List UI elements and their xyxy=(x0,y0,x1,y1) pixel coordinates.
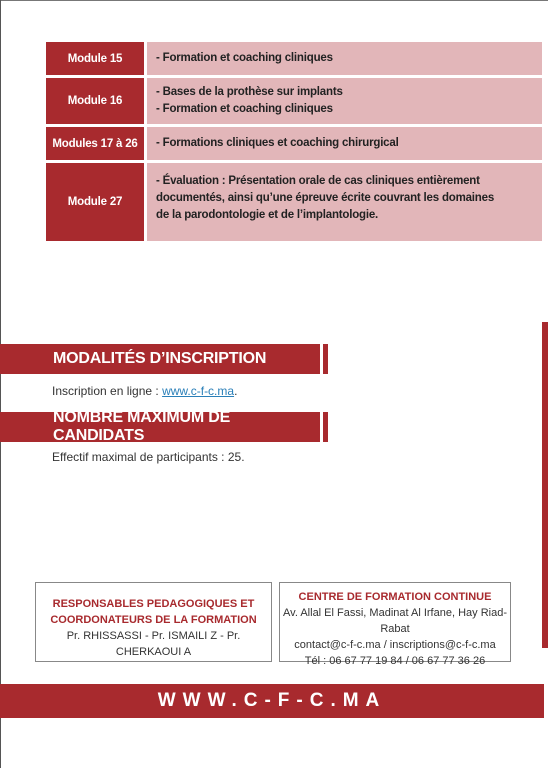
module-line: - Évaluation : Présentation orale de cas cliniques entièrement xyxy=(156,175,480,187)
responsables-names: Pr. RHISSASSI - Pr. ISMAILI Z - Pr. CHERKAOUI A xyxy=(66,630,241,658)
page-top-border xyxy=(0,0,548,1)
footer-banner xyxy=(0,684,544,718)
inscription-header-cap xyxy=(323,344,328,374)
module-line: documentés, ainsi qu’une épreuve écrite couvrant les domaines xyxy=(156,192,495,204)
website-link[interactable]: www.c-f-c.ma xyxy=(162,384,235,398)
module-label: Module 16 xyxy=(46,78,144,124)
centre-phones: Tél : 06 67 77 19 84 / 06 67 77 36 26 xyxy=(304,655,486,667)
module-line: - Bases de la prothèse sur implants xyxy=(156,86,343,98)
module-line: - Formation et coaching cliniques xyxy=(156,52,333,64)
inscription-prefix: Inscription en ligne : xyxy=(52,384,163,398)
responsables-title-line2: COORDONATEURS DE LA FORMATION xyxy=(50,614,257,626)
responsables-box xyxy=(35,582,272,662)
module-description xyxy=(147,127,542,160)
module-row xyxy=(46,163,542,241)
candidats-header-cap xyxy=(323,412,328,442)
centre-box xyxy=(279,582,511,667)
module-label: Module 27 xyxy=(46,163,144,241)
module-description xyxy=(147,163,542,241)
module-description xyxy=(147,78,542,124)
module-line: - Formations cliniques et coaching chirurgical xyxy=(156,137,399,149)
module-line: - Formation et coaching cliniques xyxy=(156,103,333,115)
module-label: Modules 17 à 26 xyxy=(46,127,144,160)
module-line: de la parodontologie et de l’implantologie. xyxy=(156,209,379,221)
module-label: Module 15 xyxy=(46,42,144,75)
candidats-header xyxy=(0,409,320,444)
centre-address: Av. Allal El Fassi, Madinat Al Irfane, Hay Riad-Rabat xyxy=(283,607,507,635)
footer-website[interactable]: WWW.C-F-C.MA xyxy=(157,690,387,711)
candidats-text: Effectif maximal de participants : 25. xyxy=(52,450,245,464)
modules-table xyxy=(46,42,542,244)
module-row xyxy=(46,42,542,75)
candidats-title: NOMBRE MAXIMUM DE CANDIDATS xyxy=(53,409,231,444)
inscription-title: MODALITÉS D’INSCRIPTION xyxy=(53,350,267,367)
right-accent-bar xyxy=(542,322,548,648)
inscription-header xyxy=(0,344,320,374)
module-row xyxy=(46,127,542,160)
module-description xyxy=(147,42,542,75)
inscription-suffix: . xyxy=(234,384,238,398)
centre-title: CENTRE DE FORMATION CONTINUE xyxy=(298,591,492,603)
module-row xyxy=(46,78,542,124)
centre-emails: contact@c-f-c.ma / inscriptions@c-f-c.ma xyxy=(294,639,496,651)
inscription-text xyxy=(52,384,237,398)
page-left-border xyxy=(0,0,1,768)
responsables-title-line1: RESPONSABLES PEDAGOGIQUES ET xyxy=(52,598,255,610)
